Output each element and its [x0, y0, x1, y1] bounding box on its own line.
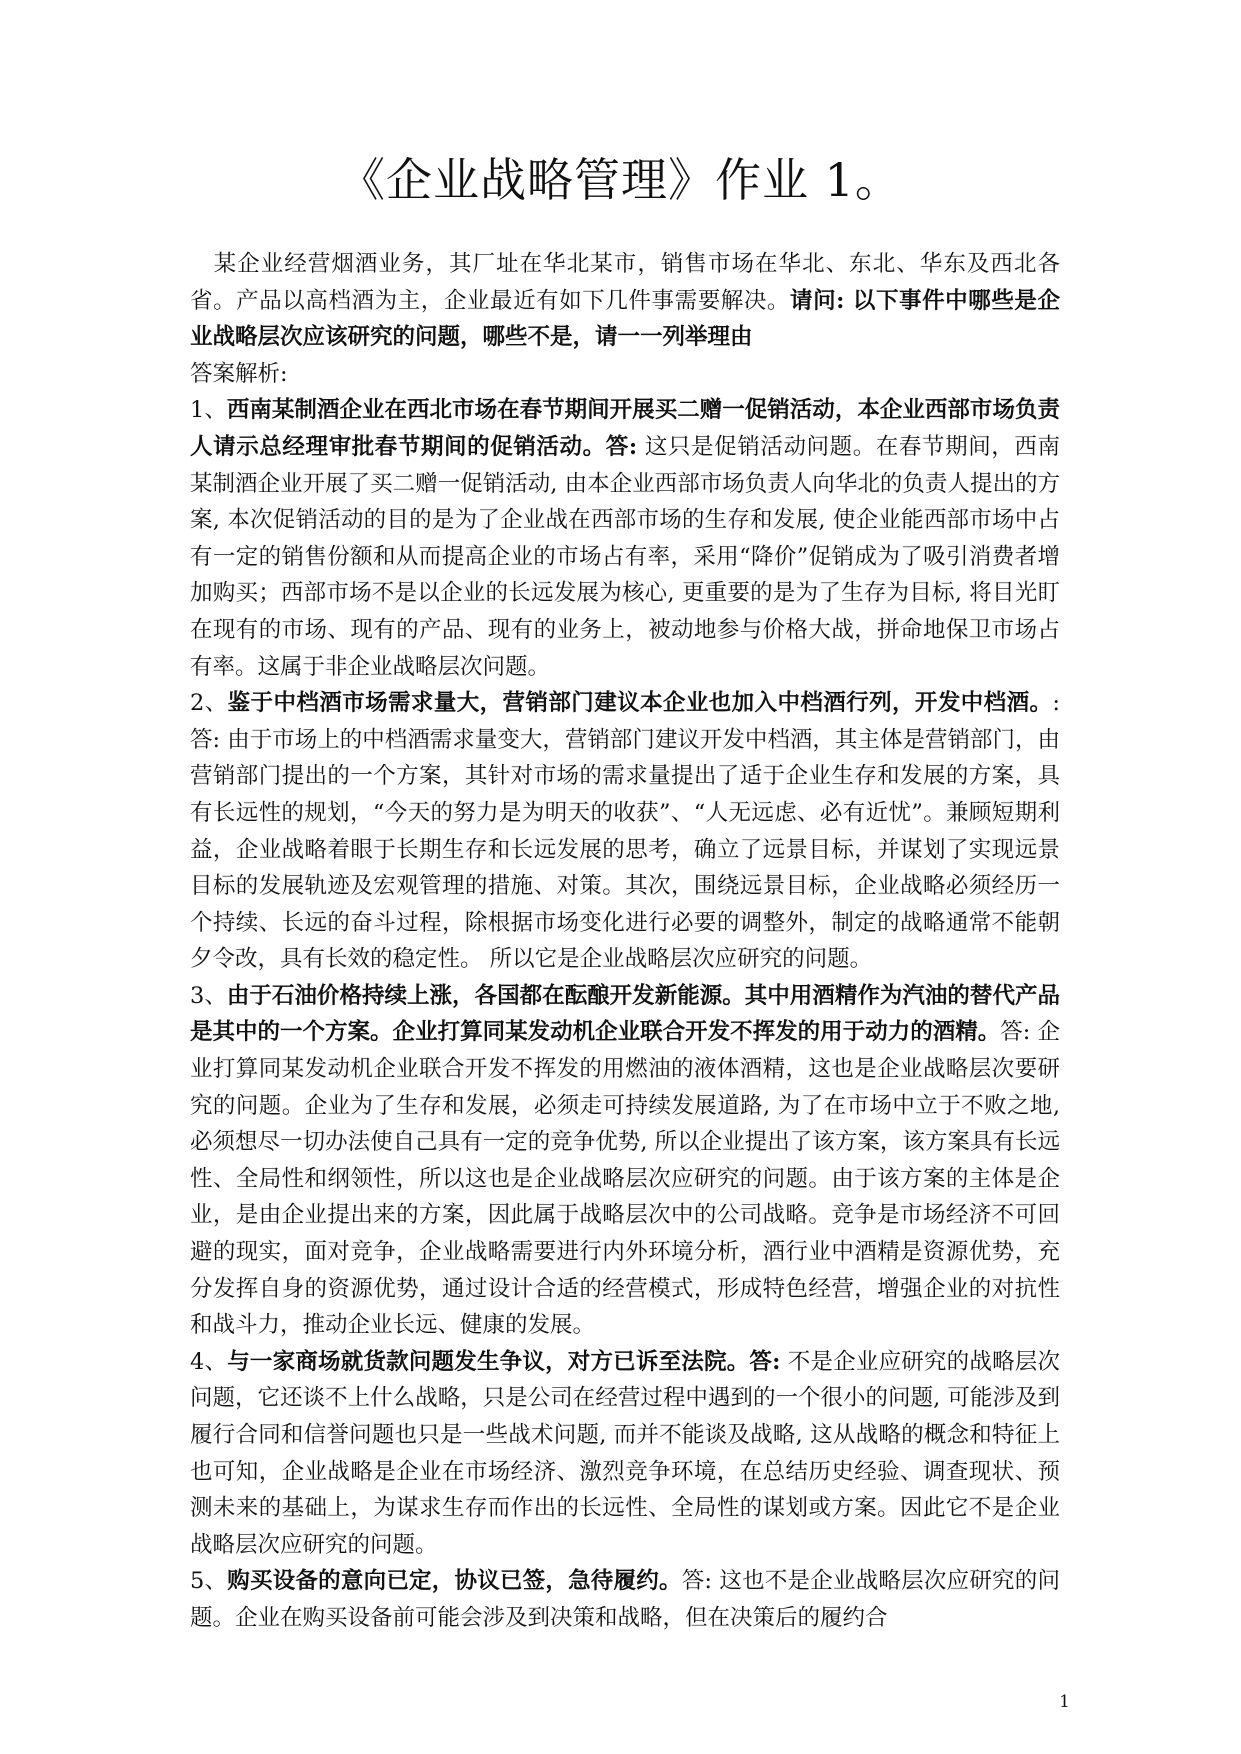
intro-paragraph — [190, 246, 1060, 356]
item-answer: 不是企业应研究的战略层次问题，它还谈不上什么战略，只是公司在经营过程中遇到的一个很小的问题, 可能涉及到履行合同和信誉问题也只是一些战术问题, 而并不能谈及战略, 这从战略的概念和特征上也可知，企业战略是企业在市场经济、激烈竞争环境，在总结历史经验、调查现状、预测未来的基础上，为谋求生存而作出的长远性、全局性的谋划或方案。因此它不是企业战略层次应研究的问题。 — [190, 1348, 1060, 1558]
document-title: 《企业战略管理》作业 1。 — [339, 153, 902, 207]
item-number: 2、 — [190, 690, 228, 717]
document-body — [190, 246, 1060, 1637]
answer-item-5 — [190, 1563, 1060, 1636]
item-number: 3、 — [190, 982, 227, 1009]
item-question: 西南某制酒企业在西北市场在春节期间开展买二赠一促销活动，本企业西部市场负责人请示总经理审批春节期间的促销活动。答: — [190, 397, 1060, 460]
item-question: 购买设备的意向已定，协议已签，急待履约。 — [227, 1568, 682, 1595]
item-number: 4、 — [190, 1348, 228, 1375]
analysis-label: 答案解析: — [190, 360, 288, 387]
item-question: 由于石油价格持续上涨，各国都在酝酿开发新能源。其中用酒精作为汽油的替代产品是其中的一个方案。企业打算同某发动机企业联合开发不挥发的用于动力的酒精。 — [190, 982, 1060, 1046]
item-question: 鉴于中档酒市场需求量大，营销部门建议本企业也加入中档酒行列，开发中档酒。 — [227, 690, 1053, 717]
answer-item-2 — [190, 685, 1060, 978]
answer-item-1 — [190, 392, 1060, 685]
item-number: 1、 — [190, 397, 227, 424]
item-answer: 这只是促销活动问题。在春节期间，西南某制酒企业开展了买二赠一促销活动, 由本企业西部市场负责人向华北的负责人提出的方案, 本次促销活动的目的是为了企业战在西部市场的生存和发展, 使企业能西部市场中占有一定的销售份额和从而提高企业的市场占有率，采用“降价”促销成为了吸引消费者增加购买；西部市场不是以企业的长远发展为核心, 更重要的是为了生存为目标, 将目光盯在现有的市场、现有的产品、现有的业务上，被动地参与价格大战，拼命地保卫市场占有率。这属于非企业战略层次问题。 — [190, 433, 1060, 680]
intro-text: 某企业经营烟酒业务，其厂址在华北某市，销售市场在华北、东北、华东及西北各省。产品以高档酒为主，企业最近有如下几件事需要解决。 — [190, 251, 1060, 314]
item-question: 与一家商场就货款问题发生争议，对方已诉至法院。答: — [227, 1348, 781, 1375]
item-answer: 答: 这也不是企业战略层次应研究的问题。企业在购买设备前可能会涉及到决策和战略，但在决策后的履约合 — [190, 1568, 1060, 1631]
intro-question: 请问: 以下事件中哪些是企业战略层次应该研究的问题，哪些不是，请一一列举理由 — [190, 287, 1060, 351]
item-answer: 答: 企业打算同某发动机企业联合开发不挥发的用燃油的液体酒精，这也是企业战略层次要研究的问题。企业为了生存和发展，必须走可持续发展道路, 为了在市场中立于不败之地, 必须想尽一切办法使自己具有一定的竞争优势, 所以企业提出了该方案，该方案具有长远性、全局性和纲领性，所以这也是企业战略层次应研究的问题。由于该方案的主体是企业，是由企业提出来的方案，因此属于战略层次中的公司战略。竞争是市场经济不可回避的现实，面对竞争，企业战略需要进行内外环境分析，酒行业中酒精是资源优势，充分发挥自身的资源优势，通过设计合适的经营模式，形成特色经营，增强企业的对抗性和战斗力，推动企业长远、健康的发展。 — [190, 1019, 1060, 1339]
page-number: 1 — [1059, 1692, 1070, 1712]
item-answer: : 答: 由于市场上的中档酒需求量变大，营销部门建议开发中档酒，其主体是营销部门，由营销部门提出的一个方案，其针对市场的需求量提出了适于企业生存和发展的方案，具有长远性的规划，“今天的努力是为明天的收获”、“人无远虑、必有近忧”。兼顾短期利益，企业战略着眼于长期生存和长远发展的思考，确立了远景目标，并谋划了实现远景目标的发展轨迹及宏观管理的措施、对策。其次，围绕远景目标，企业战略必须经历一个持续、长远的奋斗过程，除根据市场变化进行必要的调整外，制定的战略通常不能朝夕令改，具有长效的稳定性。 所以它是企业战略层次应研究的问题。 — [190, 690, 1060, 973]
answer-item-4 — [190, 1344, 1060, 1564]
answer-item-3 — [190, 978, 1060, 1344]
item-number: 5、 — [190, 1568, 228, 1595]
